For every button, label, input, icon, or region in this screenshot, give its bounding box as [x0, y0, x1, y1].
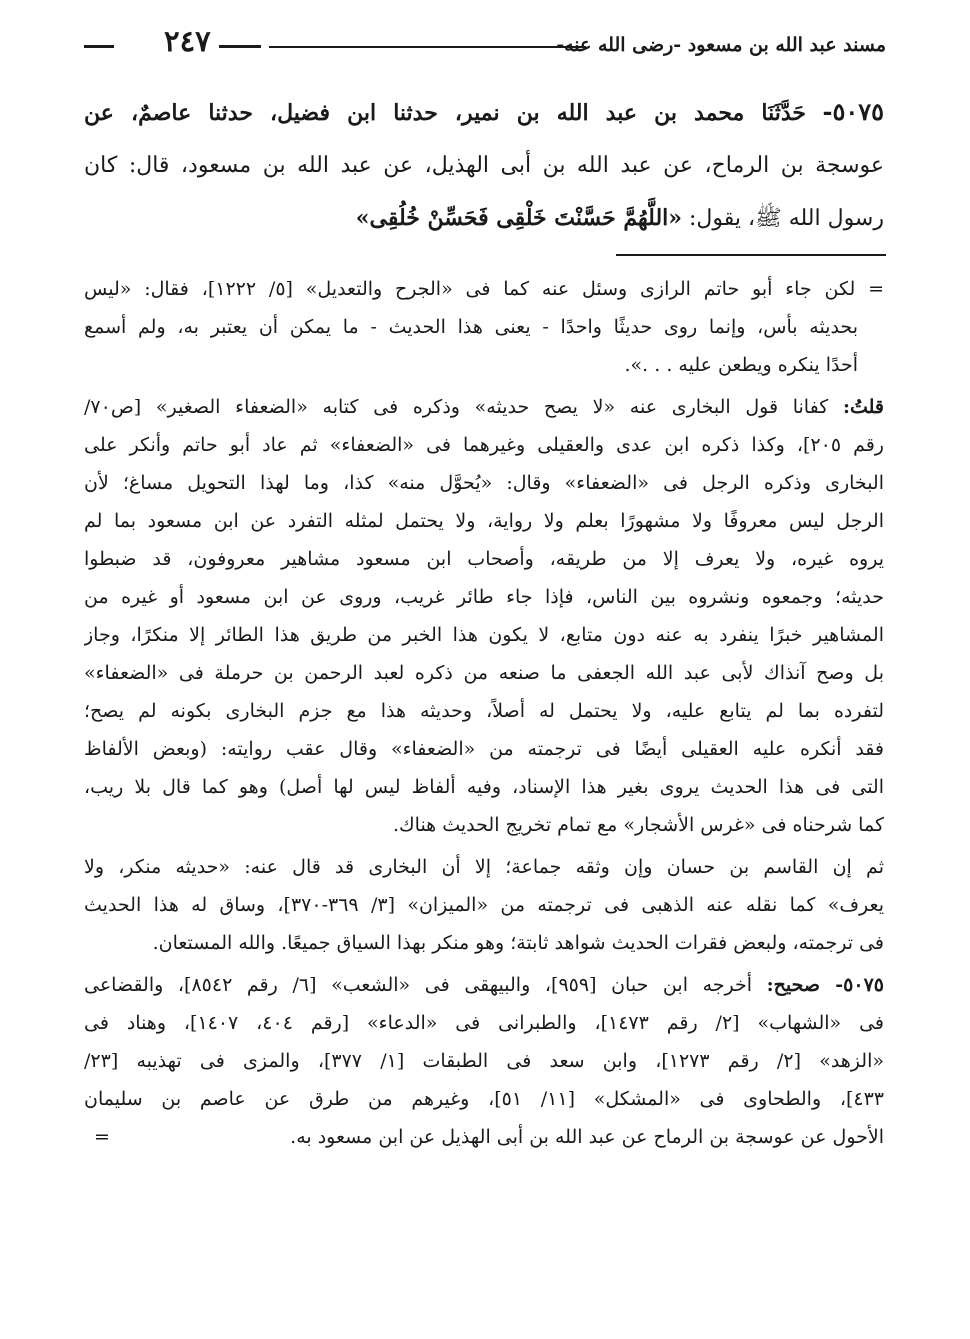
footnote-line	[84, 388, 884, 426]
footnote-line: فى ترجمته، ولبعض فقرات الحديث شواهد ثابتة؛ وهو منكر بهذا السياق جميعًا. والله المستعان.	[152, 932, 884, 954]
footnote-paragraph-2	[84, 388, 884, 844]
hadith-quote: «اللَّهُمَّ حَسَّنْتَ خَلْقِى فَحَسِّنْ خُلُقِى»	[355, 205, 683, 231]
header-dash-left	[84, 45, 114, 48]
footnote-line: كما شرحناه فى «غرس الأشجار» مع تمام تخريج الحديث هناك.	[392, 814, 884, 836]
footnotes	[84, 270, 884, 1160]
header-dash-right	[219, 45, 261, 48]
footnote-line: البخارى وذكره الرجل فى «الضعفاء» وقال: «يُحوَّل منه» كذا، وما لهذا التحويل مساغ؛ لأن	[84, 472, 884, 494]
footnote-line: رقم ٢٠٥]، وكذا ذكره ابن عدى والعقيلى وغيرهما فى «الضعفاء» ثم عاد أبو حاتم وأنكر على	[84, 434, 884, 456]
footnote-text: الأحول عن عوسجة بن الرماح عن عبد الله بن أبى الهذيل عن ابن مسعود به.	[290, 1126, 884, 1148]
footnote-paragraph-4	[84, 966, 884, 1156]
footnote-separator	[616, 254, 886, 256]
footnote-line: يعرف» كما نقله عنه الذهبى فى ترجمته من «الميزان» [٣/ ٣٦٩-٣٧٠]، وساق له هذا الحديث	[84, 894, 884, 916]
hadith-line-3	[84, 192, 884, 245]
footnote-line: يروه غيره، ولا يعرف إلا من طريقه، وأصحاب ابن مسعود مشاهير معروفون، قد ضبطوا	[84, 548, 884, 570]
footnote-line: الرجل ليس معروفًا ولا مشهورًا بعلم ولا رواية، ولا يحتمل لمثله التفرد عن ابن مسعود بما لم	[84, 510, 884, 532]
hadith-line-2: عوسجة بن الرماح، عن عبد الله بن أبى الهذيل، عن عبد الله بن مسعود، قال: كان	[84, 153, 884, 178]
footnote-text: كفانا قول البخارى عنه «لا يصح حديثه» وذكره فى كتابه «الضعفاء الصغير» [ص٧٠/	[84, 396, 829, 418]
footnote-line: فى «الشهاب» [٢/ رقم ١٤٧٣]، والطبرانى فى «الدعاء» [رقم ٤٠٤، ١٤٠٧]، وهناد فى	[84, 1012, 884, 1034]
page-header	[84, 24, 886, 68]
footnote-line: بحديثه بأس، وإنما روى حديثًا واحدًا - يعنى هذا الحديث - ما يمكن أن يعتبر به، ولم أسمع	[84, 316, 858, 338]
footnote-paragraph-3	[84, 848, 884, 962]
footnote-paragraph-1	[84, 270, 884, 384]
grading-label: ٥٠٧٥- صحيح:	[766, 974, 884, 996]
continuation-marker: =	[94, 1126, 110, 1148]
footnote-line: «الزهد» [٢/ رقم ١٢٧٣]، وابن سعد فى الطبقات [١/ ٣٧٧]، والمزى فى تهذيبه [٢٣/	[84, 1050, 884, 1072]
header-rule	[269, 46, 586, 48]
hadith-text: حَدَّثَنَا محمد بن عبد الله بن نمير، حدثنا ابن فضيل، حدثنا عاصمٌ، عن	[84, 100, 807, 126]
footnote-line: لتفرده بما لم يتابع عليه، ولا يحتمل له أصلاً، وحديثه هذا مع جزم البخارى بكونه لم يصح؛	[84, 700, 884, 722]
footnote-line: المشاهير خبرًا ينفرد به عنه دون متابع، لا يكون هذا الخبر من طريق هذا الطائر إلا منكرًا، وجاز	[84, 624, 884, 646]
footnote-line	[84, 1118, 884, 1156]
qultu-label: قلتُ:	[842, 396, 884, 418]
footnote-text: أخرجه ابن حبان [٩٥٩]، والبيهقى فى «الشعب» [٦/ رقم ٨٥٤٢]، والقضاعى	[84, 974, 753, 996]
footnote-line: أحدًا ينكره ويطعن عليه . . .».	[624, 354, 858, 376]
footnote-line: ٤٣٣]، والطحاوى فى «المشكل» [١١/ ٥١]، وغيرهم من طرق عن عاصم بن سليمان	[84, 1088, 884, 1110]
hadith-number: ٥٠٧٥-	[822, 97, 884, 126]
footnote-line: التى فى هذا الحديث يروى بغير هذا الإسناد، وفيه ألفاظ ليس لها أصل) وهو كما قال بلا ريب،	[84, 776, 884, 798]
footnote-line: = لكن جاء أبو حاتم الرازى وسئل عنه كما فى «الجرح والتعديل» [٥/ ١٢٢٢]، فقال: «ليس	[84, 278, 884, 300]
hadith-prefix: رسول الله ﷺ، يقول:	[689, 206, 884, 231]
page-number: ٢٤٧	[164, 24, 211, 58]
running-title: مسند عبد الله بن مسعود -رضى الله عنه-	[556, 34, 886, 56]
footnote-line: بل وصح آنذاك لأبى عبد الله الجعفى ما صنعه من ذكره لعبد الرحمن بن حرملة فى «الضعفاء»	[84, 662, 884, 684]
footnote-line	[84, 966, 884, 1004]
hadith-line-1	[84, 86, 884, 140]
main-hadith	[84, 86, 884, 245]
footnote-line: حديثه؛ وجمعوه ونشروه بين الناس، فإذا جاء طائر غريب، وروى عن ابن مسعود أو غيره من	[84, 586, 884, 608]
footnote-line: ثم إن القاسم بن حسان وإن وثقه جماعة؛ إلا أن البخارى قد قال عنه: «حديثه منكر، ولا	[84, 856, 884, 878]
footnote-line: فقد أنكره عليه العقيلى أيضًا فى ترجمته من «الضعفاء» وقال عقب روايته: (وبعض الألفاظ	[84, 738, 884, 760]
